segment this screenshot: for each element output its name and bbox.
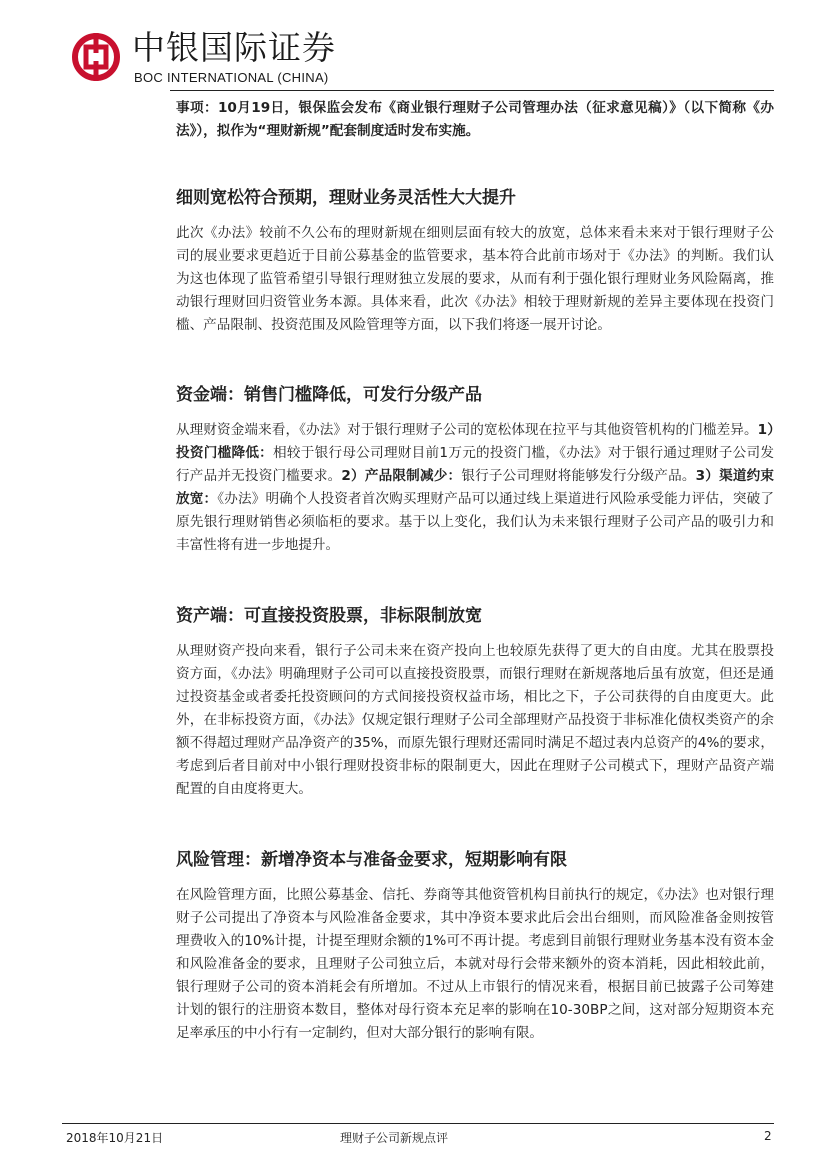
footer-date: 2018年10月21日: [66, 1131, 164, 1145]
brand-name-en: BOC INTERNATIONAL (CHINA): [134, 70, 329, 85]
section-heading-1: 细则宽松符合预期，理财业务灵活性大大提升: [176, 188, 516, 208]
section-heading-2: 资金端：销售门槛降低，可发行分级产品: [176, 385, 482, 405]
brand-name-cn: 中银国际证券: [132, 28, 336, 67]
bold-phrase: 1）投资门槛降低：: [176, 422, 774, 461]
footer-report-title: 理财子公司新规点评: [340, 1131, 449, 1145]
page-number: 2: [764, 1129, 772, 1143]
bold-phrase: 3）渠道约束放宽：: [176, 468, 775, 507]
section-paragraph-1: 此次《办法》较前不久公布的理财新规在细则层面有较大的放宽，总体来看未来对于银行理财子公司的展业要求更趋近于目前公募基金的监管要求，基本符合此前市场对于《办法》的判断。我们认为这也体现了监管希望引导银行理财独立发展的要求，从而有利于强化银行理财业务风险隔离，推动银行理财回归资管业务本源。具体来看，此次《办法》相较于理财新规的差异主要体现在投资门槛、产品限制、投资范围及风险管理等方面，以下我们将逐一展开讨论。: [176, 225, 774, 333]
paragraph-text: 相较于银行母公司理财目前1万元的投资门槛，《办法》对于银行通过理财子公司发行产品并无投资门槛要求。: [176, 445, 774, 484]
paragraph-text: 《办法》明确个人投资者首次购买理财产品可以通过线上渠道进行风险承受能力评估，突破了原先银行理财销售必须临柜的要求。基于以上变化，我们认为未来银行理财子公司产品的吸引力和丰富性将有进一步地提升。: [176, 491, 774, 553]
section-heading-4: 风险管理：新增净资本与准备金要求，短期影响有限: [176, 850, 567, 870]
lede-paragraph: 事项：10月19日，银保监会发布《商业银行理财子公司管理办法（征求意见稿）》（以下简称《办法》），拟作为“理财新规”配套制度适时发布实施。: [176, 100, 774, 139]
section-paragraph-4: 在风险管理方面，比照公募基金、信托、券商等其他资管机构目前执行的规定，《办法》也对银行理财子公司提出了净资本与风险准备金要求，其中净资本要求此后会出台细则，而风险准备金则按管理费收入的10%计提，计提至理财余额的1%可不再计提。考虑到目前银行理财业务基本没有资本金和风险准备金的要求，且理财子公司独立后，本就对母行会带来额外的资本消耗，因此相较此前，银行理财子公司的资本消耗会有所增加。不过从上市银行的情况来看，根据目前已披露子公司筹建计划的银行的注册资本数目，整体对母行资本充足率的影响在10-30BP之间，这对部分短期资本充足率承压的中小行有一定制约，但对大部分银行的影响有限。: [176, 887, 774, 1041]
paragraph-text: 从理财资金端来看，《办法》对于银行理财子公司的宽松体现在拉平与其他资管机构的门槛差异。: [176, 422, 758, 438]
bold-phrase: 2）产品限制减少：: [341, 468, 462, 484]
header-divider: [170, 90, 774, 91]
section-heading-3: 资产端：可直接投资股票，非标限制放宽: [176, 606, 482, 626]
paragraph-text: 银行子公司理财将能够发行分级产品。: [461, 468, 696, 484]
report-body: [176, 97, 774, 1045]
boc-logo-icon: [72, 33, 120, 81]
footer-divider: [62, 1123, 774, 1124]
section-paragraph-3: 从理财资产投向来看，银行子公司未来在资产投向上也较原先获得了更大的自由度。尤其在股票投资方面，《办法》明确理财子公司可以直接投资股票，而银行理财在新规落地后虽有放宽，但还是通过投资基金或者委托投资顾问的方式间接投资权益市场，相比之下，子公司获得的自由度更大。此外，在非标投资方面，《办法》仅规定银行理财子公司全部理财产品投资于非标准化债权类资产的余额不得超过理财产品净资产的35%，而原先银行理财还需同时满足不超过表内总资产的4%的要求，考虑到后者目前对中小银行理财投资非标的限制更大，因此在理财子公司模式下，理财产品资产端配置的自由度将更大。: [176, 643, 774, 797]
section-paragraph-2: [176, 419, 774, 557]
